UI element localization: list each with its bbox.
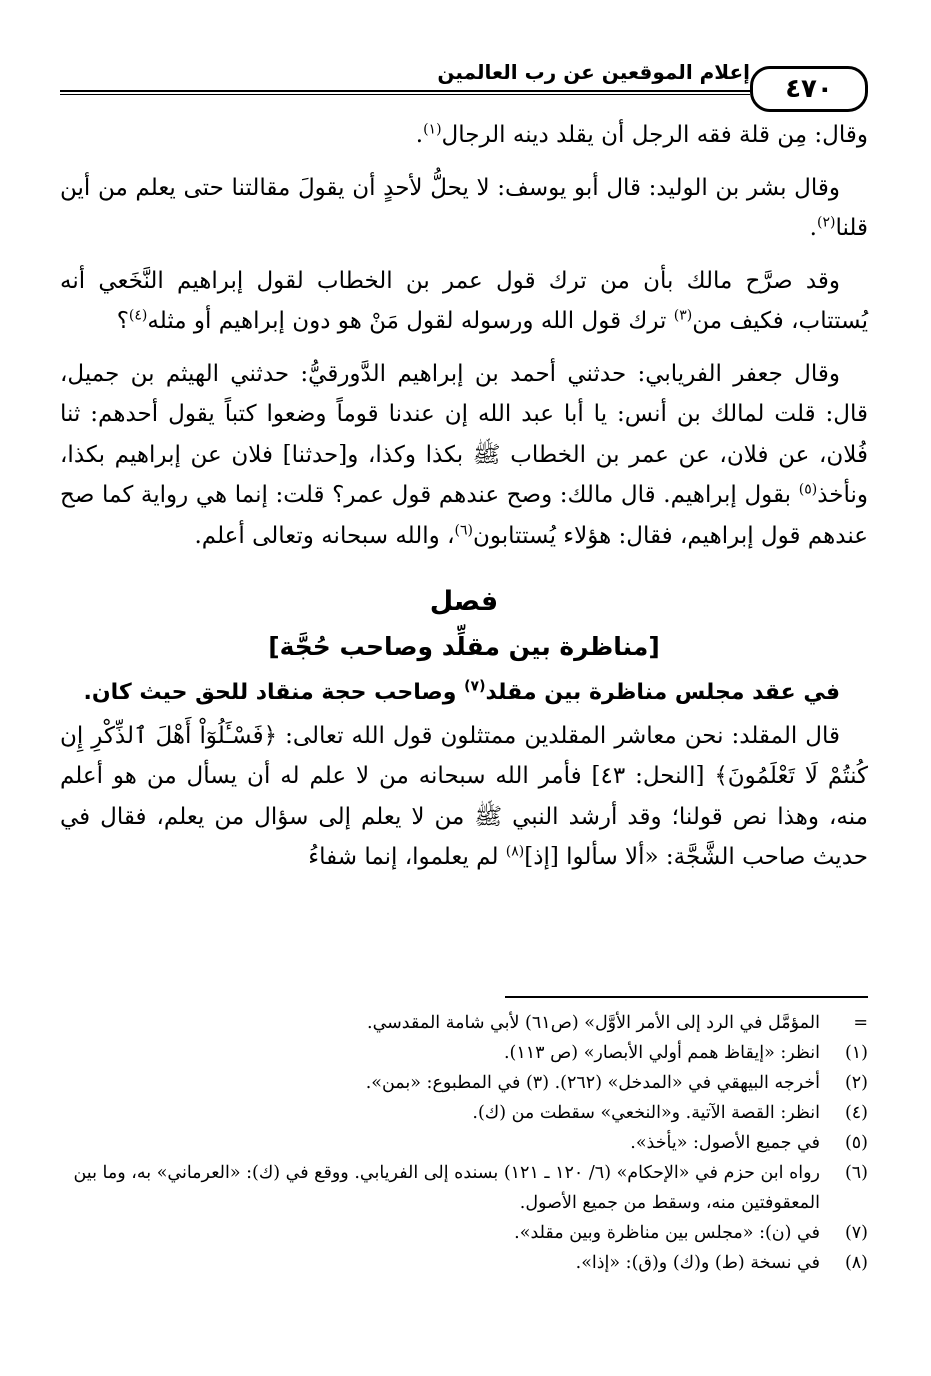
footnote-ref-7: (٧) xyxy=(464,678,486,695)
footnote xyxy=(60,1158,868,1218)
footnote-number: (٨) xyxy=(844,1253,868,1273)
footnote xyxy=(60,1098,868,1128)
footnote-number: (٥) xyxy=(844,1133,868,1153)
section-lead-text-b: وصاحب حجة منقاد للحق حيث كان. xyxy=(83,680,465,705)
footnote-ref-5: (٥) xyxy=(798,481,818,498)
paragraph-3 xyxy=(60,261,868,342)
paragraph-4-text-a: وقال جعفر الفريابي: حدثني أحمد بن إبراهيم الدَّورقيُّ: حدثني الهيثم بن جميل، قال: قلت لمالك بن أنس: يا أبا عبد الله إن عندنا قوماً وضعوا كتباً يقول أحدهم: ثنا فُلان، عن فلان، عن عمر بن الخطاب ﷺ بكذا وكذا، و[حدثنا] فلان عن إبراهيم بكذا، ونأخذ xyxy=(60,360,868,508)
footnote-text: في جميع الأصول: «يأخذ». xyxy=(630,1133,820,1153)
section-lead-text-a: في عقد مجلس مناظرة بين مقلد xyxy=(485,680,840,705)
section-lead xyxy=(60,673,868,714)
footnote xyxy=(60,1248,868,1278)
paragraph-3-text-b: ترك قول الله ورسوله لقول مَنْ هو دون إبراهيم أو مثله xyxy=(147,308,674,334)
footnote xyxy=(60,1128,868,1158)
footnote-ref-4: (٤) xyxy=(128,307,148,324)
header-rule-thin xyxy=(60,94,750,95)
paragraph-5-text-b: لم يعلموا، إنما شفاءُ xyxy=(308,844,506,870)
footnote xyxy=(60,1038,868,1068)
page-number: ٤٧٠ xyxy=(750,66,868,112)
footnote-number: (٤) xyxy=(844,1103,868,1123)
paragraph-4 xyxy=(60,354,868,557)
paragraph-1-text: وقال: مِن قلة فقه الرجل أن يقلد دينه الرجال xyxy=(441,122,868,148)
footnote-number: (٧) xyxy=(844,1223,868,1243)
running-header-title: إعلام الموقعين عن رب العالمين xyxy=(437,60,750,84)
footnote xyxy=(60,1068,868,1098)
footnote-text: انظر: «إيقاظ همم أولي الأبصار» (ص ١١٣). xyxy=(503,1043,820,1063)
footnote-ref-6: (٦) xyxy=(454,521,473,538)
paragraph-2-end: . xyxy=(809,215,817,241)
paragraph-4-text-c: ، والله سبحانه وتعالى أعلم. xyxy=(194,522,455,549)
paragraph-2-text: وقال بشر بن الوليد: قال أبو يوسف: لا يحلُّ لأحدٍ أن يقولَ مقالتنا حتى يعلم من أين قلنا xyxy=(60,174,868,241)
footnote-number: = xyxy=(853,1013,868,1033)
paragraph-1 xyxy=(60,115,868,156)
footnote-text: المؤمَّل في الرد إلى الأمر الأوَّل» (ص٦١) لأبي شامة المقدسي. xyxy=(367,1013,820,1033)
footnote xyxy=(60,1218,868,1248)
footnote-text: رواه ابن حزم في «الإحكام» (٦/ ١٢٠ ـ ١٢١) بسنده إلى الفريابي. ووقع في (ك): «العرماني» به، وما بين المعقوفتين منه، وسقط من جميع الأصول. xyxy=(73,1163,820,1213)
paragraph-5 xyxy=(60,716,868,878)
footnote-number: (١) xyxy=(844,1043,868,1063)
footnote-ref-1: (١) xyxy=(423,121,442,138)
main-text xyxy=(60,115,868,890)
footnotes xyxy=(60,1008,868,1278)
footnote-text: في (ن): «مجلس بين مناظرة وبين مقلد». xyxy=(514,1223,820,1243)
section-heading: فصل xyxy=(429,586,499,617)
paragraph-3-end: ؟ xyxy=(116,308,129,334)
paragraph-5-text-a: قال المقلد: نحن معاشر المقلدين ممتثلون قول الله تعالى: ﴿فَسْـَٔلُوٓاْ أَهْلَ ٱلذِّكْرِ إِن كُنتُمْ لَا تَعْلَمُونَ﴾ [النحل: ٤٣] فأمر الله سبحانه من لا علم له أن يسأل من هو أعلم منه، وهذا نص قولنا؛ وقد أرشد النبي ﷺ من لا يعلم إلى سؤال من يعلم، فقال في حديث صاحب الشَّجَّة: «ألا سألوا [إذ] xyxy=(60,722,869,870)
footnote xyxy=(60,1008,868,1038)
footnote-text: أخرجه البيهقي في «المدخل» (٢٦٢). (٣) في المطبوع: «بمن». xyxy=(365,1073,820,1093)
header-rule xyxy=(60,90,868,92)
footnote-number: (٦) xyxy=(844,1163,868,1183)
paragraph-1-end: . xyxy=(415,122,424,148)
section-subheading: [مناظرة بين مقلِّد وصاحب حُجَّة] xyxy=(268,631,660,661)
paragraph-4-text-b: بقول إبراهيم. قال مالك: وصح عندهم قول عمر؟ قلت: إنما هي رواية كما صح عندهم قول إبراهيم، فقال: هؤلاء يُستتابون xyxy=(60,482,868,549)
footnote-text: انظر: القصة الآتية. و«النخعي» سقطت من (ك). xyxy=(472,1103,820,1123)
paragraph-3-text-a: وقد صرَّح مالك بأن من ترك قول عمر بن الخطاب لقول إبراهيم النَّخَعي أنه يُستتاب، فكيف من xyxy=(60,267,868,334)
paragraph-2 xyxy=(60,168,868,249)
footnote-ref-2: (٢) xyxy=(816,214,836,231)
footnote-text: في نسخة (ط) و(ك) و(ق): «إذا». xyxy=(575,1253,820,1273)
footnote-number: (٢) xyxy=(844,1073,868,1093)
footnote-separator xyxy=(505,996,868,998)
footnote-ref-3: (٣) xyxy=(673,307,693,324)
footnote-ref-8: (٨) xyxy=(505,843,525,860)
